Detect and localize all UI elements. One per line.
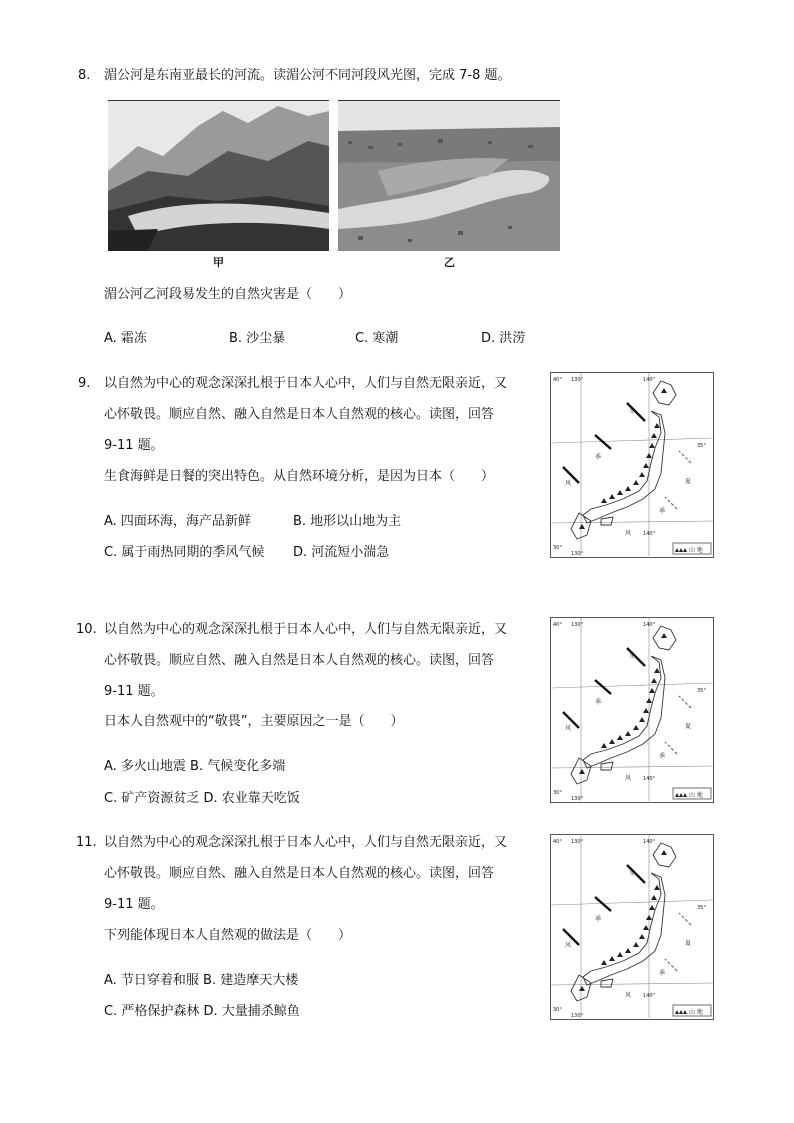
photo-jia-caption: 甲	[213, 256, 224, 269]
question-11-question: 下列能体现日本人自然观的做法是（ ）	[104, 928, 352, 943]
question-8-number: 8.	[78, 68, 91, 83]
map-label-feng-1: 风	[565, 942, 572, 949]
question-8-option-d[interactable]: D. 洪涝	[481, 331, 526, 346]
map-legend-label: 山 地	[689, 1009, 703, 1016]
map-label-ji-1: 季	[595, 454, 602, 461]
question-11-intro-line-1: 以自然为中心的观念深深扎根于日本人心中，人们与自然无限亲近，又	[104, 835, 508, 850]
question-10-options-row-2[interactable]: C. 矿产资源贫乏 D. 农业靠天吃饭	[104, 791, 300, 806]
question-10-intro-line-2: 心怀敬畏。顺应自然、融入自然是日本人自然观的核心。读图，回答	[104, 653, 495, 668]
question-9-number: 9.	[78, 376, 91, 391]
question-8-option-c[interactable]: C. 寒潮	[355, 331, 399, 346]
map-lat-mid: 35°	[697, 443, 706, 449]
japan-map-svg	[551, 835, 713, 1018]
japan-monsoon-map-q9	[550, 372, 714, 558]
question-9-option-c[interactable]: C. 属于雨热同期的季风气候	[104, 545, 265, 560]
map-label-feng-1: 风	[565, 725, 572, 732]
question-8-option-b[interactable]: B. 沙尘暴	[229, 331, 286, 346]
map-lon-top: 140°	[643, 839, 656, 845]
map-lat-bottom: 30°	[553, 1007, 562, 1013]
question-9-option-b[interactable]: B. 地形以山地为主	[293, 514, 402, 529]
question-11-intro-line-3: 9-11 题。	[104, 897, 164, 912]
map-lat-mid: 35°	[697, 905, 706, 911]
map-label-ji-2: 季	[659, 753, 666, 760]
question-11-intro-line-2: 心怀敬畏。顺应自然、融入自然是日本人自然观的核心。读图，回答	[104, 866, 495, 881]
map-legend-label: 山 地	[689, 792, 703, 799]
map-lon-top: 140°	[643, 377, 656, 383]
map-label-feng-2: 风	[625, 775, 632, 782]
map-label-feng-1: 风	[565, 480, 572, 487]
photo-yi	[338, 100, 560, 251]
map-lon-bottom-left: 130°	[571, 551, 584, 556]
question-9-question: 生食海鲜是日餐的突出特色。从自然环境分析，是因为日本（ ）	[104, 469, 495, 484]
map-lat-top: 40°	[553, 622, 562, 628]
question-9-intro-line-3: 9-11 题。	[104, 438, 164, 453]
question-11-number: 11.	[76, 835, 97, 850]
question-10-question: 日本人自然观中的“敬畏”，主要原因之一是（ ）	[104, 714, 404, 729]
question-11-options-row-1[interactable]: A. 节日穿着和服 B. 建造摩天大楼	[104, 973, 299, 988]
photo-jia	[108, 100, 329, 251]
map-label-ji-1: 季	[595, 699, 602, 706]
japan-map-svg	[551, 373, 713, 556]
photo-yi-caption: 乙	[444, 256, 455, 269]
map-lat-bottom: 30°	[553, 545, 562, 551]
question-8-stem: 湄公河是东南亚最长的河流。读湄公河不同河段风光图，完成 7-8 题。	[104, 68, 511, 83]
question-9-option-d[interactable]: D. 河流短小湍急	[293, 545, 390, 560]
question-9-intro-line-1: 以自然为中心的观念深深扎根于日本人心中，人们与自然无限亲近，又	[104, 376, 508, 391]
map-label-dong: 冬	[629, 408, 636, 415]
map-lon-top: 140°	[643, 622, 656, 628]
map-label-ji-2: 季	[659, 970, 666, 977]
question-10-intro-line-3: 9-11 题。	[104, 684, 164, 699]
map-lon-left: 130°	[571, 839, 584, 845]
map-legend-label: 山 地	[689, 547, 703, 554]
map-label-xia: 夏	[685, 940, 692, 947]
map-label-feng-2: 风	[625, 530, 632, 537]
question-8-question: 湄公河乙河段易发生的自然灾害是（ ）	[104, 287, 352, 302]
map-label-ji-2: 季	[659, 508, 666, 515]
question-9-intro-line-2: 心怀敬畏。顺应自然、融入自然是日本人自然观的核心。读图，回答	[104, 407, 495, 422]
map-label-xia: 夏	[685, 723, 692, 730]
map-lat-bottom: 30°	[553, 790, 562, 796]
map-label-ji-1: 季	[595, 916, 602, 923]
map-label-feng-2: 风	[625, 992, 632, 999]
map-lon-bottom: 140°	[643, 993, 656, 999]
question-10-options-row-1[interactable]: A. 多火山地震 B. 气候变化多端	[104, 759, 286, 774]
japan-map-svg	[551, 618, 713, 801]
question-9-option-a[interactable]: A. 四面环海，海产品新鲜	[104, 514, 251, 529]
question-8-option-a[interactable]: A. 霜冻	[104, 331, 147, 346]
map-lon-bottom: 140°	[643, 776, 656, 782]
map-lon-left: 130°	[571, 377, 584, 383]
map-lon-left: 130°	[571, 622, 584, 628]
question-10-intro-line-1: 以自然为中心的观念深深扎根于日本人心中，人们与自然无限亲近，又	[104, 622, 508, 637]
japan-monsoon-map-q11	[550, 834, 714, 1020]
map-lat-mid: 35°	[697, 688, 706, 694]
map-label-dong: 冬	[629, 653, 636, 660]
map-label-xia: 夏	[685, 478, 692, 485]
map-lon-bottom-left: 130°	[571, 1013, 584, 1018]
question-11-options-row-2[interactable]: C. 严格保护森林 D. 大量捕杀鲸鱼	[104, 1004, 300, 1019]
map-lat-top: 40°	[553, 839, 562, 845]
map-lon-bottom: 140°	[643, 531, 656, 537]
map-lon-bottom-left: 130°	[571, 796, 584, 801]
map-lat-top: 40°	[553, 377, 562, 383]
map-label-dong: 冬	[629, 870, 636, 877]
japan-monsoon-map-q10	[550, 617, 714, 803]
question-10-number: 10.	[76, 622, 97, 637]
